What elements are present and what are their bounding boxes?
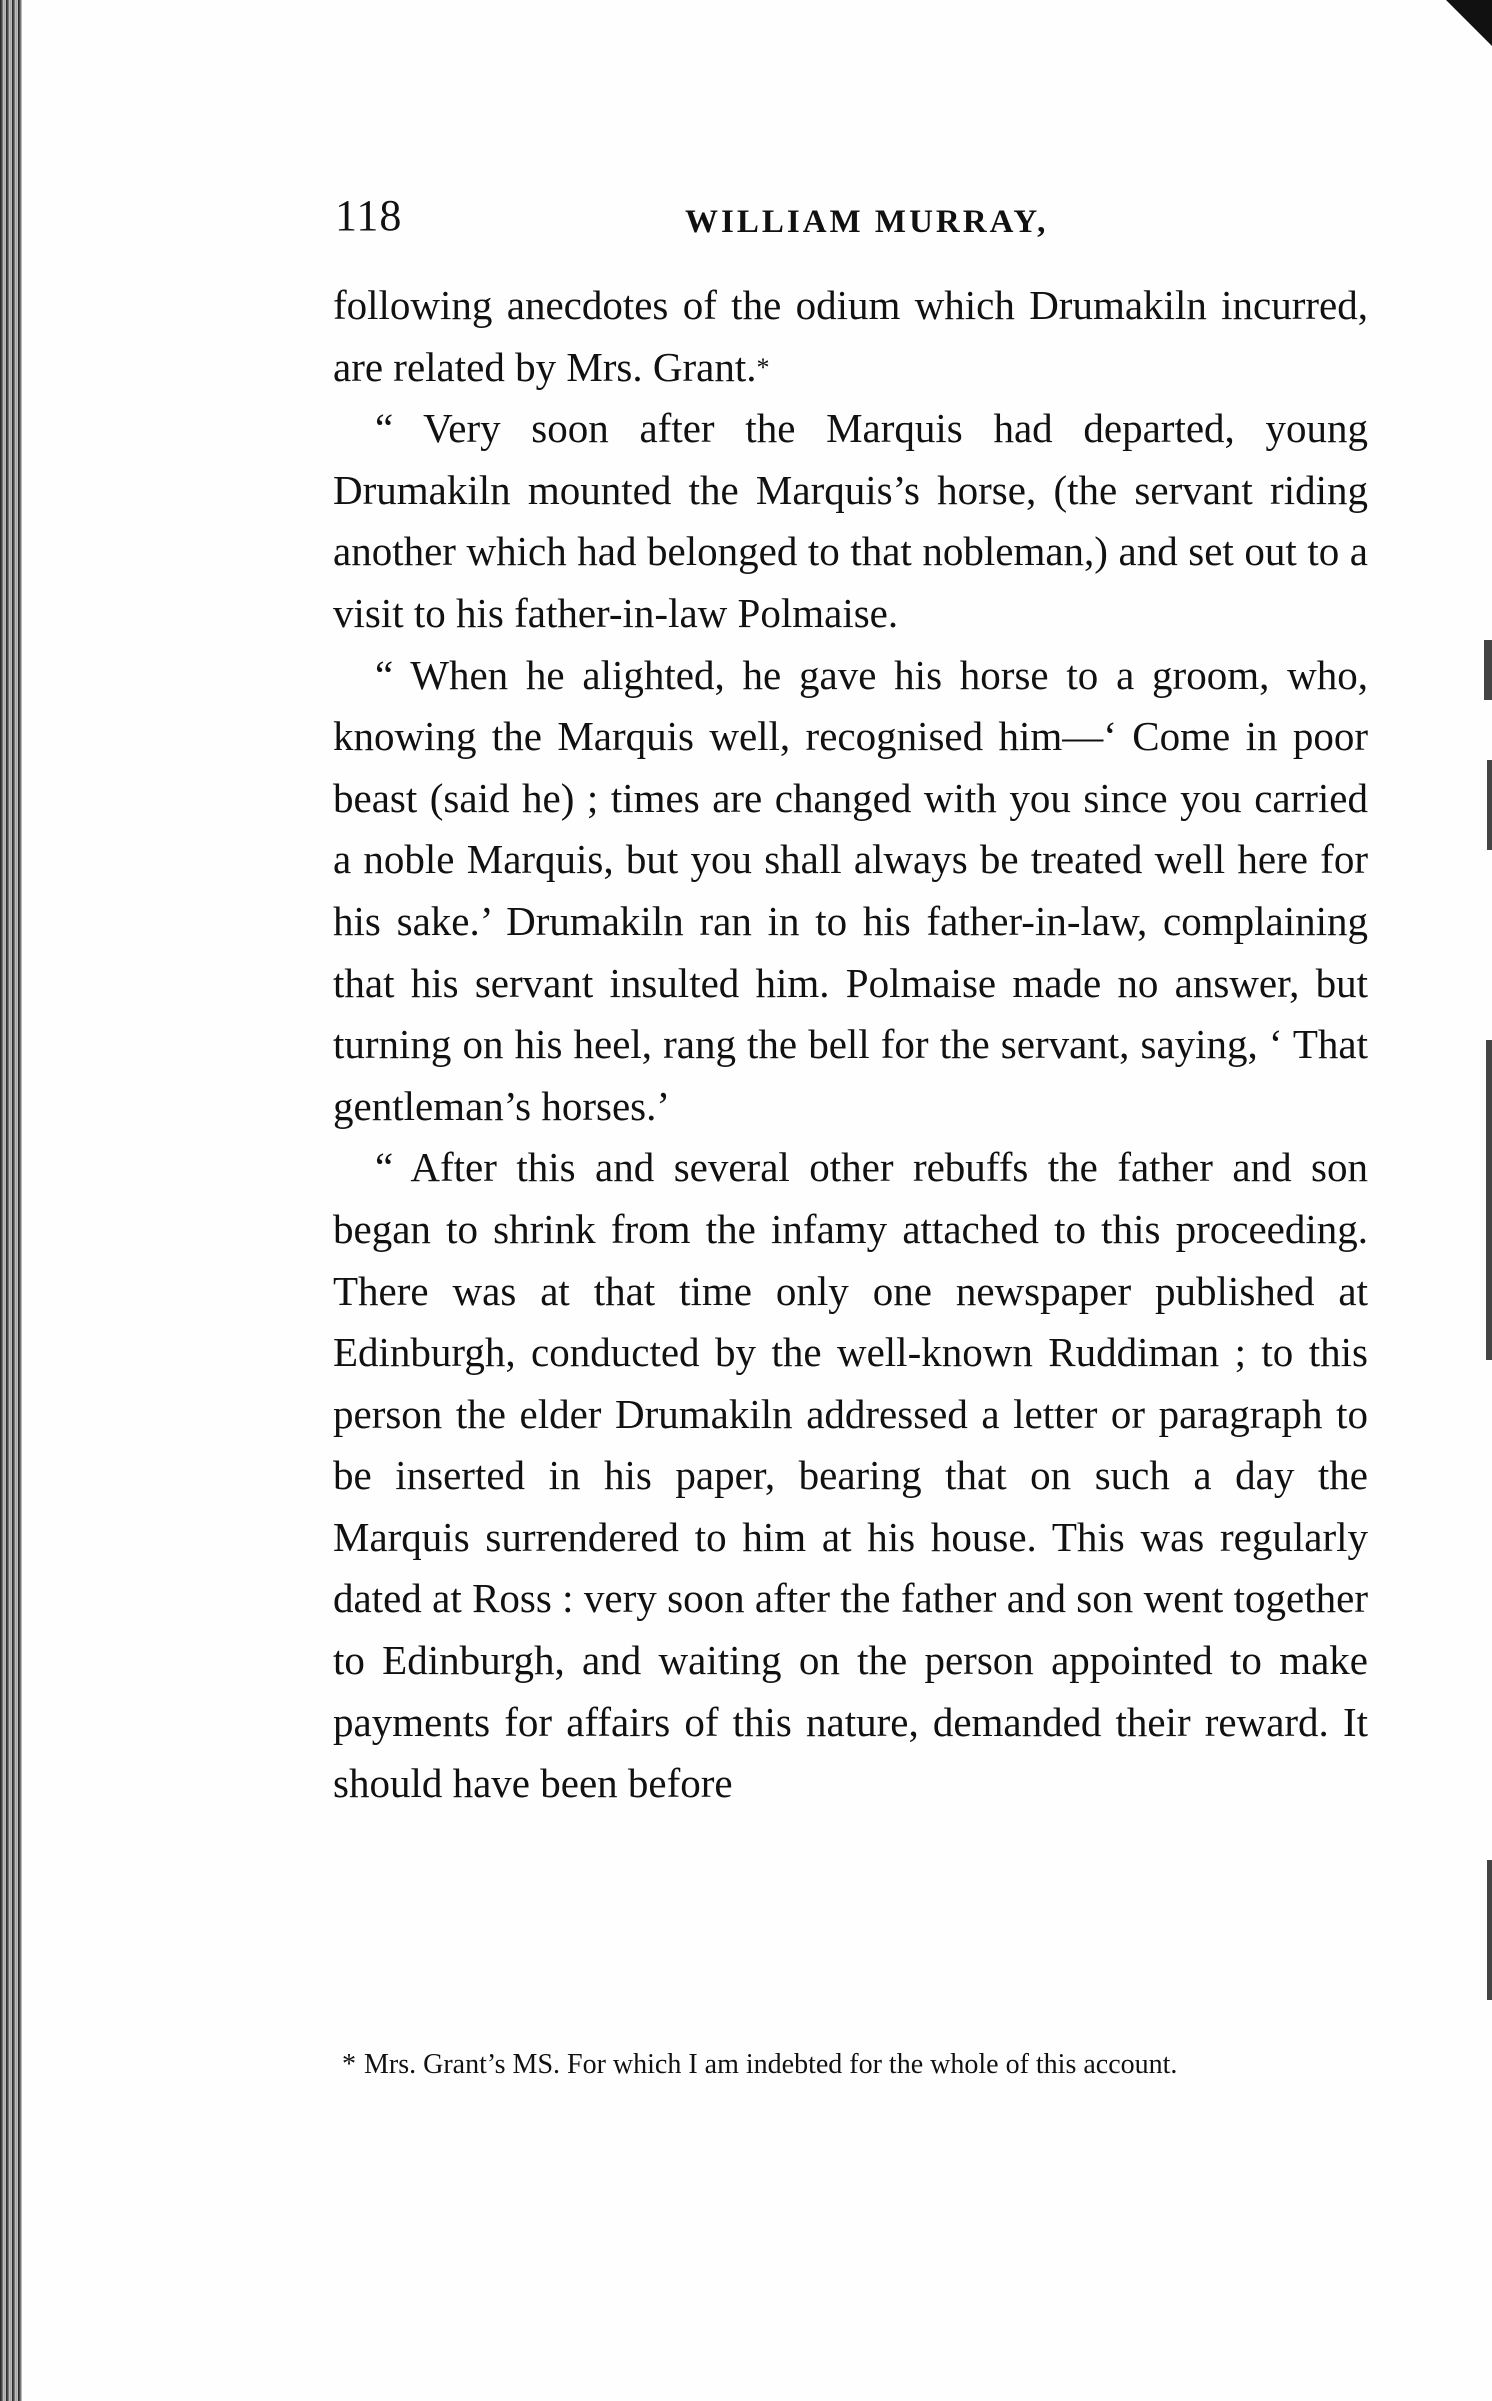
footnote-text: Mrs. Grant’s MS. For which I am indebted for the whole of this account. — [364, 2049, 1178, 2080]
edge-speck — [1486, 1040, 1492, 1360]
binding-edge — [0, 0, 22, 2401]
paragraph-4: “ After this and several other rebuffs the father and son began to shrink from the infamy attached to this proceeding. There was at that time only one newspaper published at Edinburgh, conducted by the well-known Ruddiman ; to this person the elder Drumakiln addressed a letter or paragraph to be inserted in his paper, bearing that on such a day the Marquis surrendered to him at his house. This was regularly dated at Ross : very soon after the father and son went together to Edinburgh, and waiting on the person appointed to make payments for affairs of this nature, demanded their reward. It should have been before — [333, 1144, 1368, 1807]
page-header — [335, 190, 1370, 250]
paragraph-3: “ When he alighted, he gave his horse to a groom, who, knowing the Marquis well, recognised him—‘ Come in poor beast (said he) ; times are changed with you since you carried a noble Marquis, but you shall always be treated well here for his sake.’ Drumakiln ran in to his father-in-law, complaining that his servant insulted him. Polmaise made no answer, but turning on his heel, rang the bell for the servant, saying, ‘ That gentleman’s horses.’ — [333, 651, 1368, 1129]
running-head: WILLIAM MURRAY, — [685, 204, 1049, 240]
page-number: 118 — [335, 191, 403, 240]
page-corner-mark — [1446, 0, 1492, 46]
edge-speck — [1487, 760, 1492, 850]
footnote — [330, 2043, 1370, 2087]
paragraph-1 — [333, 275, 1368, 398]
paragraph-2: “ Very soon after the Marquis had departed, young Drumakiln mounted the Marquis’s horse, (the servant riding another which had belonged to that nobleman,) and set out to a visit to his father-in-law Polmaise. — [333, 405, 1368, 636]
edge-speck — [1487, 1860, 1492, 2000]
footnote-reference: * — [756, 352, 770, 382]
edge-speck — [1484, 640, 1492, 700]
footnote-marker: * — [342, 2049, 356, 2080]
paragraph-1-text: following anecdotes of the odium which Drumakiln incurred, are related by Mrs. Grant. — [333, 282, 1368, 390]
body-text — [333, 275, 1368, 1815]
